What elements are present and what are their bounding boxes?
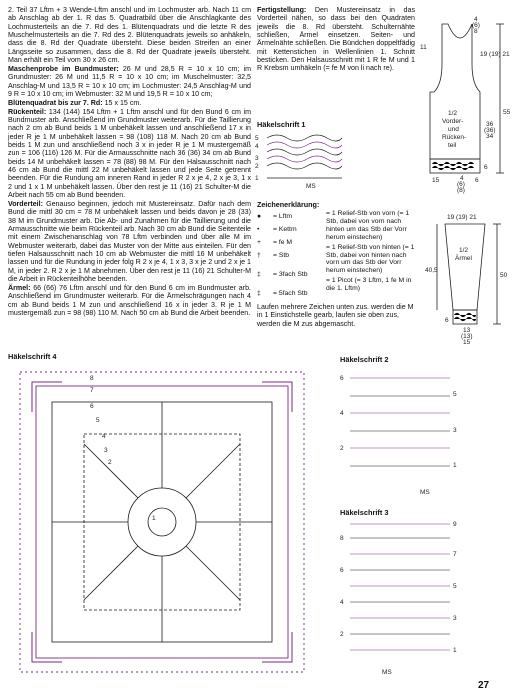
schema2-b2: 13 — [463, 327, 471, 334]
chart2-title: Häkelschrift 2 — [340, 355, 389, 364]
chart4-round2: 2 — [108, 459, 112, 466]
legend-5fach: ‡ = 5fach Stb — [257, 290, 308, 297]
chart2-ms: MS — [420, 489, 430, 496]
schema1-label5: teil — [448, 142, 457, 149]
finishing-text: Den Mustereinsatz in das Vorderteil nähen, so dass bei den Quadraten jeweils die 8. Rd übersteht. Schulternähte schließen, Ärmel einsetzen. Seiten- und Ärmelnähte schließen. Die Bündchen doppeltfädig mit Kettenstichen in Wellenlinien 1. Schnitt besticken. Den Halsausschnitt mit 1 R fe M und 1 R Krebsm umhäkeln (= fe M von li nach re). — [257, 6, 415, 73]
schema1-top-a: 4 — [474, 16, 478, 23]
schema1-bottom-mid3: (8) — [457, 187, 465, 194]
chart2-row2: 2 — [340, 445, 344, 452]
intro-paragraph: 2. Teil 37 Lftm + 3 Wende-Lftm anschl und im Lochmuster arb. Nach 11 cm ab Anschlag ab der 1. R das 5. Quadratbild über die Anschlagkante des Lochmusterteils an die 7. Rd des 1. Blütenquadrats und die letzte R des Muschelmusterteils an die 7. Rd des 2. Blütenquadrats jeweils so anhäkeln, dass die 8. Rd der Quadrate übersteht. Diese beiden Streifen an einer Längsseite so zusammen, dass die 8. Rd der Quadrate jeweils übersteht. Man erhält ein Teil vom 30 x 26 cm. — [8, 6, 251, 65]
schema2-left: 40,5 — [425, 267, 438, 274]
schema1-label3: und — [448, 126, 459, 133]
schema1-bottom-left: 15 — [432, 177, 440, 184]
schema2-top: 19 (19) 21 — [447, 214, 477, 221]
chart3-row7: 7 — [453, 551, 457, 558]
legend-lftm: ● = Lftm — [257, 213, 293, 220]
legend-symbols — [257, 210, 323, 300]
schema1-h1: 36 — [486, 121, 494, 128]
legend-stb: † = Stb — [257, 252, 290, 259]
schema1-neck: 19 (19) 21 — [480, 51, 510, 58]
chart1-row1: 1 — [255, 175, 259, 182]
sleeve-text: 66 (66) 76 Lftm anschl und für den Bund 6 cm im Bundmuster arb. Anschließend im Grundmuster weiterarb. Für die Ärmelschrägungen nach 4 cm ab Bund beids 1 M zun und anschließend 16 x in jeder 3. R je 1 M mustergemäß zun = 98 (98) 110 M. Nach 50 cm ab Bund die Arbeit beenden. — [8, 283, 251, 317]
schema-body — [420, 14, 512, 194]
chart1-ms: MS — [306, 183, 316, 190]
finishing-column — [257, 6, 415, 73]
chart3-row4: 4 — [340, 599, 344, 606]
square-heading: Blütenquadrat bis zur 7. Rd: — [8, 98, 103, 107]
chart4-diagram — [12, 362, 312, 682]
schema1-bottom-mid2: (6) — [457, 181, 465, 188]
chart1-title: Häkelschrift 1 — [257, 120, 306, 129]
chart1-diagram — [255, 130, 347, 190]
legend-picot: = 1 Picot (= 3 Lftm, 1 fe M in die 1. Lftm) — [326, 277, 412, 293]
gauge-text: 26 M und 28,5 R = 10 x 10 cm; im Grundmuster: 26 M und 11,5 R = 10 x 10 cm; im Muschelmuster: 32,5 Anschlag-M und 13,5 R = 10 x 10 cm; im Lochmuster: 24,5 Anschlag-M und 9 R = 10 x 10 cm; im Webmuster: 32 M und 19,5 R = 10 x 10 cm; — [8, 64, 251, 98]
schema1-top-b: (6) — [472, 22, 480, 29]
schema2-b4: 15 — [463, 339, 471, 346]
chart4-round4: 4 — [102, 433, 106, 440]
chart1-row5: 5 — [255, 135, 259, 142]
chart4-round8: 8 — [90, 375, 94, 382]
chart4-round7: 7 — [90, 387, 94, 394]
back-text: 134 (144) 154 Lftm + 1 Lftm anschl und für den Bund 6 cm im Bundmuster arb. Anschließend im Grundmuster weiterarb. Für die Taillierung nach 2 cm ab Bund beids 1 M unbehäkelt lassen und anschließend 17 x in jeder R je 1 M unbehäkelt lassen = 98 (108) 118 M. Nach 20 cm ab Bund beids 1 M zun und anschließend noch 3 x in jeder R je 1 M mustergemäß zun = 106 (116) 126 M. Für die Armausschnitte nach 36 (36) 34 cm ab Bund beids 14 M unbehäkelt lassen = 78 (88) 98 M. Für den Halsausschnitt nach 46 cm ab Bund die mittl 22 M unbehäkelt lassen und jede Seite getrennt beenden. Für die Rundung am inneren Rand in jeder R 2 x je 4, 2 x je 3, 1 x 2 und 1 x 1 M unbehäkelt lassen. Über den rest je 11 (16) 21 Schulter-M die Arbeit nach 55 cm ab Bund beenden. — [8, 107, 251, 200]
instructions-column — [8, 6, 251, 318]
chart4-round3: 3 — [104, 447, 108, 454]
gauge-heading: Maschenprobe im Bundmuster: — [8, 64, 119, 73]
chart3-row5: 5 — [453, 583, 457, 590]
finishing-heading: Fertigstellung: — [257, 6, 307, 14]
schema2-height: 50 — [500, 272, 508, 279]
schema-sleeve — [425, 212, 510, 347]
chart2-row5: 5 — [453, 391, 457, 398]
legend-footnote: Laufen mehrere Zeichen unten zus. werden die M in 1 Einstichstelle gearb, laufen sie oben zus, werden die M zus abgemascht. — [257, 303, 414, 328]
schema1-h1b: (36) — [484, 127, 496, 134]
schema1-bottom-right: 6 — [475, 177, 479, 184]
chart4-round5: 5 — [96, 417, 100, 424]
legend-relief-back: = 1 Relief-Stb von hinten (= 1 Stb, dabei von hinten nach vorn um das Stb der Vorr herum einstechen) — [326, 243, 415, 275]
schema1-top-c: 8 — [474, 28, 478, 35]
chart1-row4: 4 — [255, 143, 259, 150]
schema1-h1c: 34 — [486, 133, 494, 140]
chart3-row9: 9 — [453, 521, 457, 528]
schema1-h3: 6 — [484, 164, 488, 171]
chart3-row6: 6 — [340, 567, 344, 574]
chart1-row3: 3 — [255, 155, 259, 162]
chart2-row3: 3 — [453, 427, 457, 434]
legend-fem: + = fe M — [257, 239, 293, 246]
chart2-row6: 6 — [340, 375, 344, 382]
chart3-title: Häkelschrift 3 — [340, 508, 389, 517]
chart3-row1: 1 — [453, 647, 457, 654]
schema2-label2: Ärmel — [455, 255, 472, 262]
chart3-row3: 3 — [453, 615, 457, 622]
chart1-row2: 2 — [255, 163, 259, 170]
schema1-bottom-mid: 4 — [460, 175, 464, 182]
schema1-label2: Vorder- — [442, 118, 464, 125]
chart2-row4: 4 — [340, 410, 344, 417]
schema1-h2: 55 — [503, 109, 511, 116]
chart2-diagram — [340, 366, 460, 501]
schema2-label1: 1/2 — [459, 247, 469, 254]
front-text: Genauso beginnen, jedoch mit Mustereinsatz. Dafür nach dem Bund die mittl 30 cm = 78 M unbehäkelt lassen und beids davon je 28 (33) 38 M im Grundmuster arb. Die Ab- und Zunahmen für die Taillierung und die Armausschnitte wie beim Rückenteil arb. Nach 30 cm ab Bund die Seitenteile mit einem Zwischenanschlag von 78 Lftm verbinden und über alle M im Webmuster weiterarb, dabei das Muster von der Mitte aus einteilen. Für den tiefen Halsausschnitt nach 10 cm ab Webmuster die mittl 16 M unbehäkelt lassen und für die Rundung in jeder folg R 2 x je 4, 1 x 3, 3 x je 2 und 2 x je 1 M, in jeder 2. R 2 x je 1 M abnehmen. Über den rest je 11 (16) 21 Schulter-M die Arbeit in Rückenteilhöhe beenden. — [8, 199, 251, 283]
schema1-left: 11 — [420, 44, 427, 51]
chart4-title: Häkelschrift 4 — [8, 352, 57, 361]
sleeve-heading: Ärmel: — [8, 283, 31, 292]
back-heading: Rückenteil: — [8, 107, 47, 116]
schema2-b1: 6 — [445, 317, 449, 324]
chart4-round6: 6 — [90, 403, 94, 410]
page-number: 27 — [478, 680, 490, 691]
chart2-row1: 1 — [453, 462, 457, 469]
chart3-ms: MS — [382, 669, 392, 676]
legend-relief — [326, 210, 418, 293]
legend-title: Zeichenerklärung: — [257, 200, 320, 209]
front-heading: Vorderteil: — [8, 199, 43, 208]
legend-relief-front: = 1 Relief-Stb von vorn (= 1 Stb, dabei von vorn nach hinten um das Stb der Vorr herum einstechen) — [326, 210, 410, 241]
chart4-round1: 1 — [152, 515, 156, 522]
chart3-row2: 2 — [340, 631, 344, 638]
schema2-b3: (13) — [461, 333, 473, 340]
chart3-row8: 8 — [340, 535, 344, 542]
chart3-diagram — [340, 518, 460, 678]
legend-kettm: • = Kettm — [257, 226, 297, 233]
schema1-label1: 1/2 — [448, 110, 458, 117]
legend-3fach: ‡ = 3fach Stb — [257, 271, 308, 278]
square-text: 15 x 15 cm. — [104, 98, 142, 107]
schema1-label4: Rücken- — [442, 134, 467, 141]
